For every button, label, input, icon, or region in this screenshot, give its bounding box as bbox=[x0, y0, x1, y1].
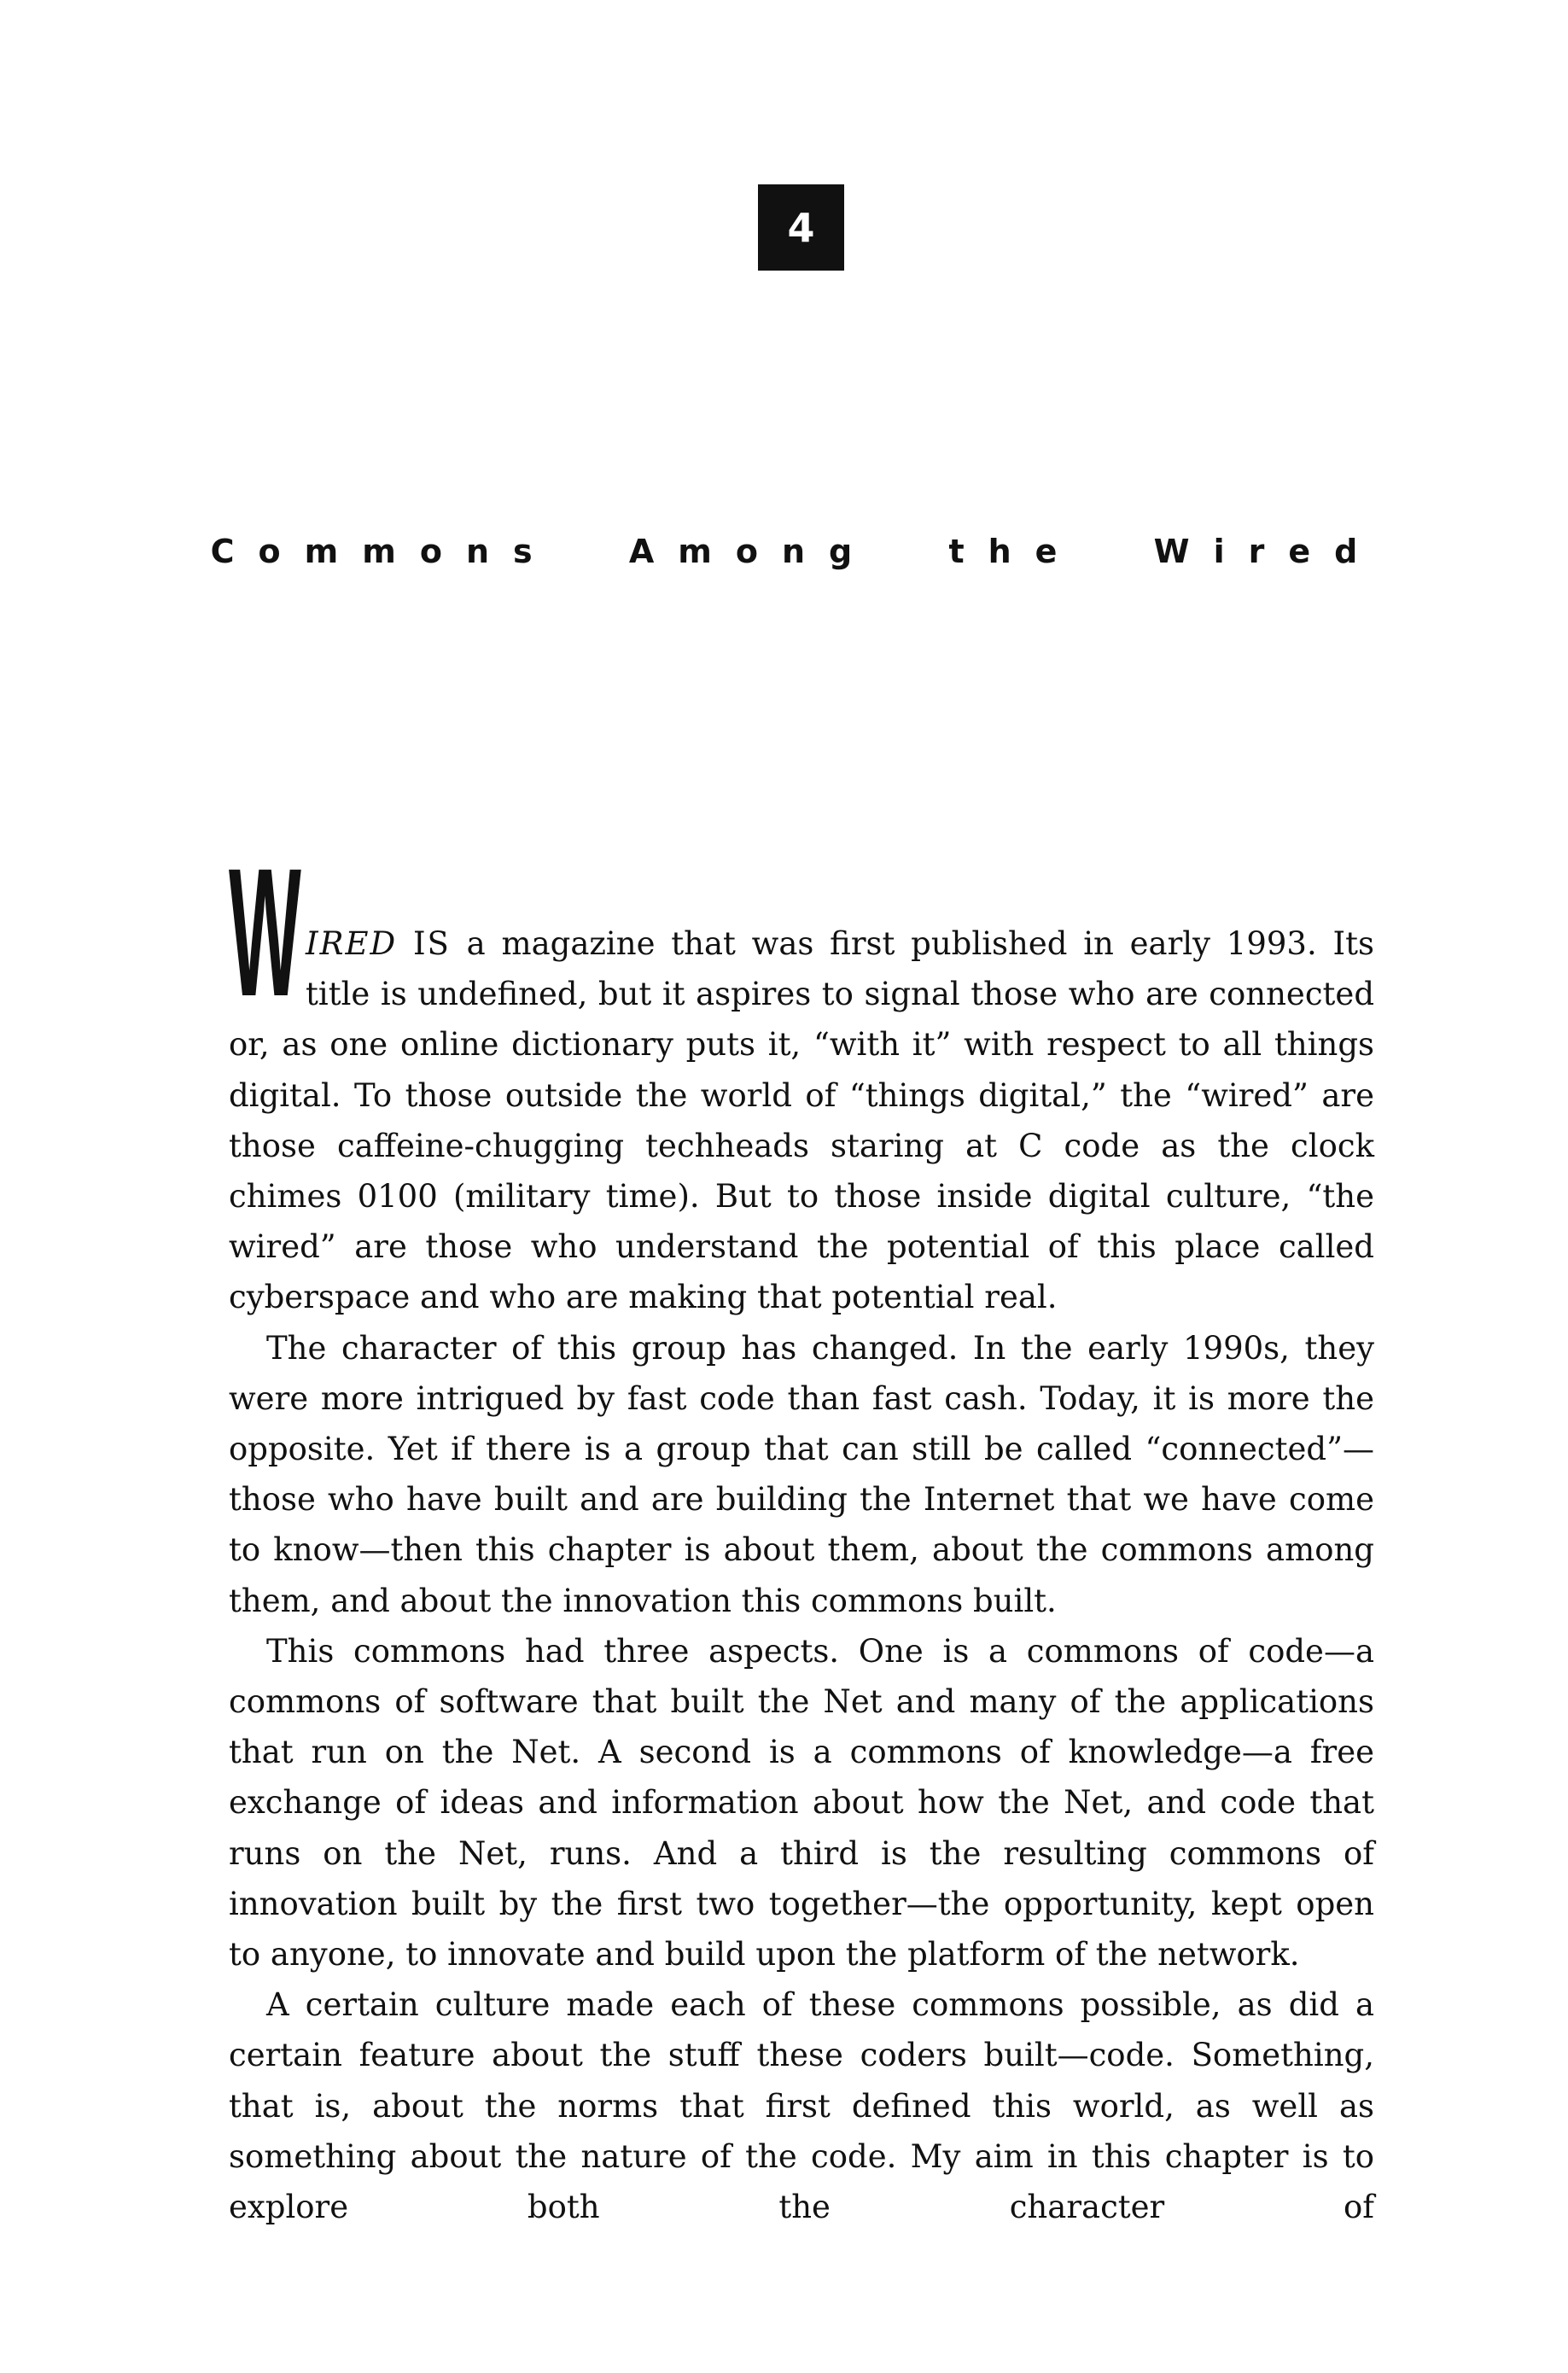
paragraph-3: This commons had three aspects. One is a commons of code—a commons of software that built the Net and many of the applications that run on the Net. A second is a commons of knowledge—a free exchange of ideas and information about how the Net, and code that runs on the Net, runs. And a third is the resulting commons of innovation built by the first two together—the opportunity, kept open to anyone, to innovate and build upon the platform of the network. bbox=[229, 1632, 1374, 1974]
paragraph-4: A certain culture made each of these commons possible, as did a certain feature about the stuff these coders built—code. Something, that is, about the norms that first defined this world, as well as something about the nature of the code. My aim in this chapter is to explore both the character of bbox=[229, 1986, 1374, 2226]
paragraph-1-text: a magazine that was first published in early 1993. Its title is undefined, but it aspires to signal those who are connected or, as one online dictionary puts it, “with it” with respect to all things digital. To those outside the world of “things digital,” the “wired” are those caffeine-chugging techheads staring at C code as the clock chimes 0100 (military time). But to those inside digital culture, “the wired” are those who understand the potential of this place called cyberspace and who are making that potential real. bbox=[229, 925, 1374, 1316]
chapter-title: Commons Among the Wired bbox=[210, 533, 1382, 570]
chapter-number: 4 bbox=[787, 204, 815, 251]
lead-in-italic: IRED bbox=[306, 925, 398, 962]
drop-cap: W bbox=[229, 831, 301, 1035]
chapter-number-box bbox=[758, 184, 844, 271]
body-text bbox=[229, 831, 1374, 2232]
paragraph-1 bbox=[229, 831, 1374, 1323]
lead-in-smallcaps: IS bbox=[412, 925, 451, 962]
paragraph-2: The character of this group has changed. In the early 1990s, they were more intrigued by fast code than fast cash. Today, it is more the opposite. Yet if there is a group that can still be called “connected”—those who have built and are building the Internet that we have come to know—then this chapter is about them, about the commons among them, and about the innovation this commons built. bbox=[229, 1329, 1374, 1619]
